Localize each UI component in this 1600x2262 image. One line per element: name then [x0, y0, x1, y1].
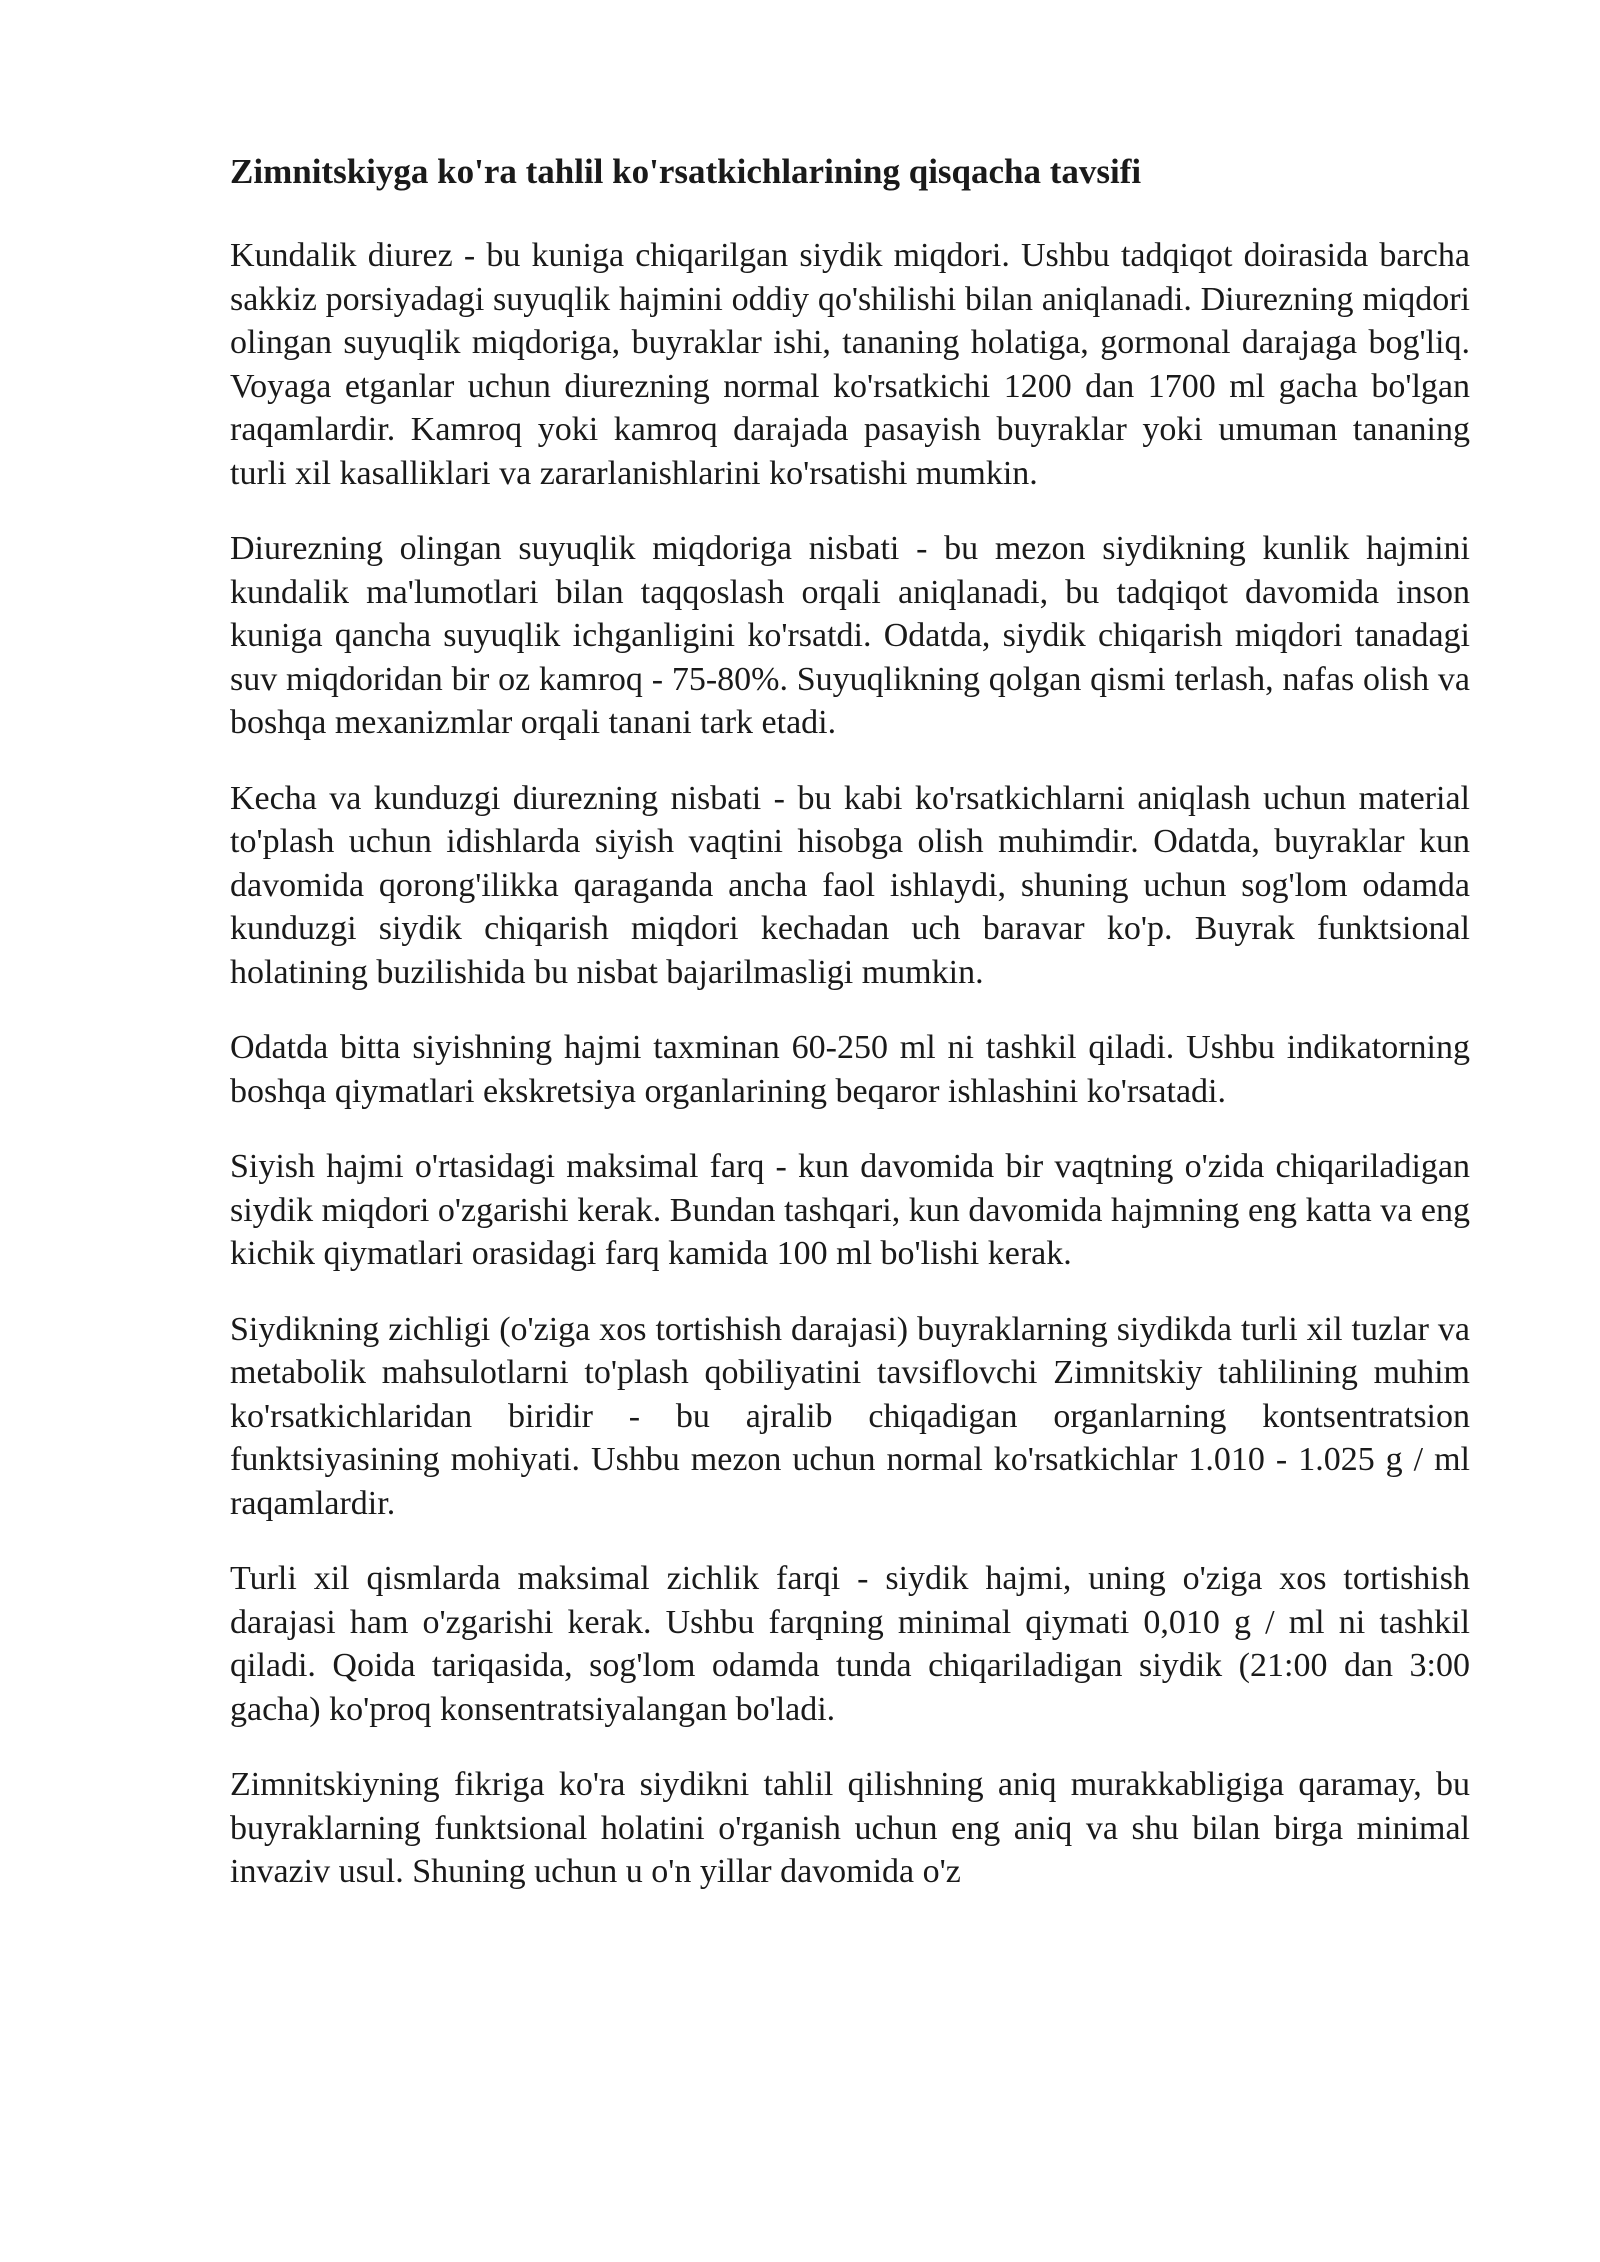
document-page [230, 150, 1470, 1926]
paragraph-urine-density: Siydikning zichligi (o'ziga xos tortishish darajasi) buyraklarning siydikda turli xil tuzlar va metabolik mahsulotlarni to'plash qobiliyatini tavsiflovchi Zimnitskiy tahlilining muhim ko'rsatkichlaridan biridir - bu ajralib chiqadigan organlarning kontsentratsion funktsiyasining mohiyati. Ushbu mezon uchun normal ko'rsatkichlar 1.010 - 1.025 g / ml raqamlardir. [230, 1310, 1470, 1522]
paragraph-volume-difference: Siyish hajmi o'rtasidagi maksimal farq - kun davomida bir vaqtning o'zida chiqariladigan siydik miqdori o'zgarishi kerak. Bundan tashqari, kun davomida hajmning eng katta va eng kichik qiymatlari orasidagi farq kamida 100 ml bo'lishi kerak. [230, 1148, 1470, 1272]
paragraph-method-summary: Zimnitskiyning fikriga ko'ra siydikni tahlil qilishning aniq murakkabligiga qaramay, bu buyraklarning funktsional holatini o'rganish uchun eng aniq va shu bilan birga minimal invaziv usul. Shuning uchun u o'n yillar davomida o'z [230, 1766, 1470, 1890]
paragraph-daily-diuresis: Kundalik diurez - bu kuniga chiqarilgan siydik miqdori. Ushbu tadqiqot doirasida barcha sakkiz porsiyadagi suyuqlik hajmini oddiy qo'shilishi bilan aniqlanadi. Diurezning miqdori olingan suyuqlik miqdoriga, buyraklar ishi, tananing holatiga, gormonal darajaga bog'liq. Voyaga etganlar uchun diurezning normal ko'rsatkichi 1200 dan 1700 ml gacha bo'lgan raqamlardir. Kamroq yoki kamroq darajada pasayish buyraklar yoki umuman tananing turli xil kasalliklari va zararlanishlarini ko'rsatishi mumkin. [230, 237, 1470, 492]
paragraph-fluid-ratio: Diurezning olingan suyuqlik miqdoriga nisbati - bu mezon siydikning kunlik hajmini kundalik ma'lumotlari bilan taqqoslash orqali aniqlanadi, bu tadqiqot davomida inson kuniga qancha suyuqlik ichganligini ko'rsatdi. Odatda, siydik chiqarish miqdori tanadagi suv miqdoridan bir oz kamroq - 75-80%. Suyuqlikning qolgan qismi terlash, nafas olish va boshqa mexanizmlar orqali tanani tark etadi. [230, 530, 1470, 741]
paragraph-day-night-ratio: Kecha va kunduzgi diurezning nisbati - bu kabi ko'rsatkichlarni aniqlash uchun material to'plash uchun idishlarda siyish vaqtini hisobga olish muhimdir. Odatda, buyraklar kun davomida qorong'ilikka qaraganda ancha faol ishlaydi, shuning uchun sog'lom odamda kunduzgi siydik chiqarish miqdori kechadan uch baravar ko'p. Buyrak funktsional holatining buzilishida bu nisbat bajarilmasligi mumkin. [230, 779, 1470, 991]
document-title: Zimnitskiyga ko'ra tahlil ko'rsatkichlarining qisqacha tavsifi [230, 152, 1142, 191]
paragraph-density-difference: Turli xil qismlarda maksimal zichlik farqi - siydik hajmi, uning o'ziga xos tortishish darajasi ham o'zgarishi kerak. Ushbu farqning minimal qiymati 0,010 g / ml ni tashkil qiladi. Qoida tariqasida, sog'lom odamda tunda chiqariladigan siydik (21:00 dan 3:00 gacha) ko'proq konsentratsiyalangan bo'ladi. [230, 1560, 1470, 1728]
paragraph-single-volume: Odatda bitta siyishning hajmi taxminan 60-250 ml ni tashkil qiladi. Ushbu indikatorning boshqa qiymatlari ekskretsiya organlarining beqaror ishlashini ko'rsatadi. [230, 1029, 1470, 1110]
